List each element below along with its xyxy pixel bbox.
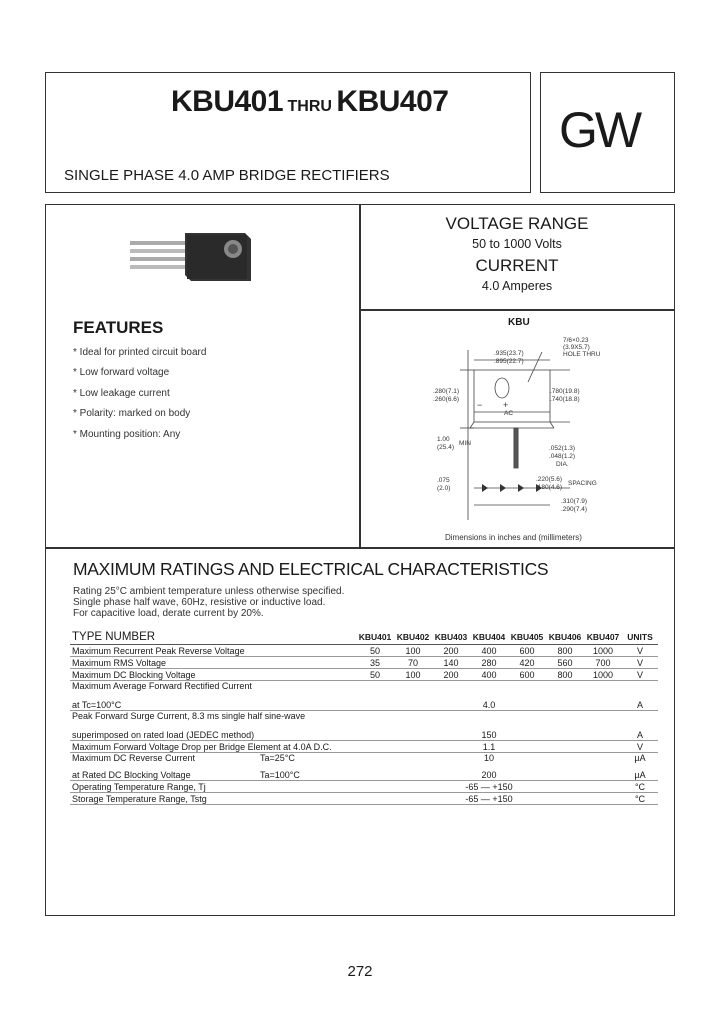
rating-note: Single phase half wave, 60Hz, resistive or inductive load. [73,597,326,608]
cell-value: 280 [470,657,508,669]
table-row [70,793,658,805]
lead-len-2: (25.4) [437,444,454,451]
cell-unit: µA [622,769,658,781]
side-1: .075 [437,477,450,484]
voltage-range-value: 50 to 1000 Volts [472,237,562,251]
subtitle: SINGLE PHASE 4.0 AMP BRIDGE RECTIFIERS [64,167,390,184]
cell-value: 35 [356,657,394,669]
header-type-number: TYPE NUMBER [70,630,356,645]
part-start: KBU401 [171,85,284,118]
part-title [171,85,448,119]
dim-width-2: .895(22.7) [494,358,524,365]
dimension-drawing [430,340,610,520]
rating-note: For capacitive load, derate current by 20%. [73,608,264,619]
lead-len-1: 1.00 [437,436,450,443]
cell-value: 600 [508,669,546,681]
param-name: Maximum Forward Voltage Drop per Bridge Element at 4.0A D.C. [70,741,356,753]
ratings-table [70,630,658,805]
feature-item: * Ideal for printed circuit board [73,347,207,358]
lead-dia-2: .048(1.2) [549,453,576,460]
header-col: KBU405 [508,630,546,645]
part-end: KBU407 [336,85,449,118]
ir-line1: Maximum DC Reverse Current [72,753,196,763]
divider-ranges [359,309,675,311]
package-label: KBU [508,317,530,328]
feature-item: * Low forward voltage [73,367,170,378]
current-title: CURRENT [475,256,559,275]
table-row [70,781,658,793]
cell-value: 150 [356,729,622,741]
rating-note: Rating 25°C ambient temperature unless otherwise specified. [73,586,345,597]
table-row [70,657,658,669]
dim-body-1: .780(19.8) [550,388,580,395]
ir-line2: at Rated DC Blocking Voltage [72,769,191,780]
lead-len-3: MIN [459,440,471,447]
spacing-2: .180(4.6) [536,484,563,491]
cell-unit: V [622,657,658,669]
header-col: KBU406 [546,630,584,645]
table-row [70,681,658,700]
cell-value: 400 [470,669,508,681]
title-box [45,72,531,193]
cell-value: 600 [508,645,546,657]
cell-value: 200 [356,769,622,781]
cell-value: 700 [584,657,622,669]
cell-value: 200 [432,669,470,681]
dim-height-1: .280(7.1) [433,388,460,395]
brand-logo: GW [559,102,640,158]
param-name: Maximum Recurrent Peak Reverse Voltage [70,645,356,657]
dim-height-2: .260(6.6) [433,396,460,403]
param-condition: superimposed on rated load (JEDEC method) [70,729,356,741]
dimensions-footnote: Dimensions in inches and (millimeters) [445,533,582,542]
cell-value: 70 [394,657,432,669]
dim-width-1: .935(23.7) [494,350,524,357]
ratings-title: MAXIMUM RATINGS AND ELECTRICAL CHARACTERISTICS [73,559,549,579]
cell-value: 800 [546,645,584,657]
header-col: KBU403 [432,630,470,645]
cell-value: 560 [546,657,584,669]
cell-unit: °C [622,781,658,793]
bottom-1: .310(7.9) [561,498,588,505]
param-name [70,753,356,770]
bottom-2: .290(7.4) [561,506,588,513]
dim-hole-2: (3.9X5.7) [563,344,590,351]
table-row [70,711,658,730]
ir-cond2: Ta=100°C [260,769,300,780]
header-units: UNITS [622,630,658,645]
spacing-1: .220(5.6) [536,476,563,483]
cell-value: 10 [483,753,494,763]
cell-unit: A [622,729,658,741]
lead-dia-3: DIA. [556,461,569,468]
table-row [70,729,658,741]
param-condition [70,769,356,781]
terminal-ac: AC [504,410,514,417]
feature-item: * Mounting position: Any [73,429,181,440]
param-name: Operating Temperature Range, Tj [70,781,356,793]
dim-hole-3: HOLE THRU [563,351,601,358]
cell-unit: V [622,645,658,657]
dim-body-2: .740(18.8) [550,396,580,403]
table-row [70,669,658,681]
param-name: Maximum RMS Voltage [70,657,356,669]
cell-value: 100 [394,645,432,657]
voltage-range-title: VOLTAGE RANGE [445,214,589,233]
divider-ratings [45,547,675,549]
current-value: 4.0 Amperes [481,279,553,293]
ir-cond1: Ta=25°C [260,753,295,763]
table-row [70,741,658,753]
cell-value: 400 [470,645,508,657]
cell-unit: A [622,699,658,711]
table-row [70,699,658,711]
table-row [70,645,658,657]
features-title: FEATURES [73,318,164,337]
cell-value: -65 — +150 [356,793,622,805]
cell-value: 800 [546,669,584,681]
thru-label: THRU [287,98,332,115]
spacing-3: SPACING [568,480,597,487]
header-col: KBU402 [394,630,432,645]
cell-value: 100 [394,669,432,681]
table-header-row [70,630,658,645]
logo-box [540,72,675,193]
cell-value: 4.0 [356,699,622,711]
param-name: Maximum Average Forward Rectified Current [72,681,252,691]
table-row [70,753,658,770]
cell-value: 50 [356,669,394,681]
header-col: KBU407 [584,630,622,645]
side-2: (2.0) [437,485,451,492]
terminal-minus: − [477,400,483,410]
page-number: 272 [347,963,373,980]
cell-value: 200 [432,645,470,657]
cell-unit: V [622,669,658,681]
header-col: KBU404 [470,630,508,645]
lead-dia-1: .052(1.3) [549,445,576,452]
feature-item: * Low leakage current [73,388,170,399]
feature-item: * Polarity: marked on body [73,408,191,419]
component-image [125,225,255,290]
cell-value: 1000 [584,645,622,657]
cell-unit: µA [634,753,646,763]
cell-value: 1.1 [356,741,622,753]
cell-unit: V [622,741,658,753]
table-row [70,769,658,781]
param-condition: at Tc=100°C [70,699,356,711]
dim-hole: 7/6×0.23 [563,337,589,344]
cell-value: 420 [508,657,546,669]
param-name: Maximum DC Blocking Voltage [70,669,356,681]
cell-unit: °C [622,793,658,805]
cell-value: 140 [432,657,470,669]
cell-value: -65 — +150 [356,781,622,793]
param-name: Storage Temperature Range, Tstg [70,793,356,805]
terminal-plus: + [503,400,509,410]
cell-value: 1000 [584,669,622,681]
cell-value: 50 [356,645,394,657]
param-name: Peak Forward Surge Current, 8.3 ms single half sine-wave [72,711,306,721]
header-col: KBU401 [356,630,394,645]
